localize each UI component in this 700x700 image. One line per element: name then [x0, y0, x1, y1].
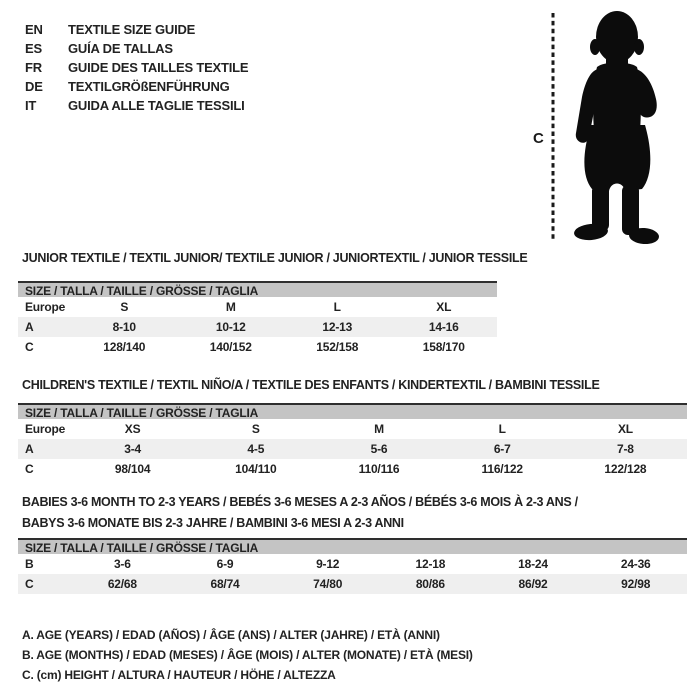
table-cell: 116/122 [481, 462, 523, 476]
table-row [18, 419, 687, 439]
size-header-bar: SIZE / TALLA / TAILLE / GRÖSSE / TAGLIA [18, 281, 497, 297]
table-cell: 10-12 [215, 320, 246, 334]
section-title-line: BABYS 3-6 MONATE BIS 2-3 JAHRE / BAMBINI 3-6 MESI A 2-3 ANNI [22, 516, 404, 530]
table-row [18, 439, 687, 459]
table-cell: 128/140 [103, 340, 146, 354]
language-row [25, 58, 248, 77]
babies-size-table [18, 538, 687, 594]
children-textile-section [18, 377, 687, 479]
language-row [25, 39, 248, 58]
language-row [25, 20, 248, 39]
row-label: Europe [25, 422, 66, 436]
language-code: DE [25, 79, 43, 94]
language-label: TEXTILGRÖßENFÜHRUNG [68, 79, 230, 94]
table-cell: 92/98 [621, 577, 651, 591]
row-label: Europe [25, 300, 66, 314]
table-cell: 9-12 [316, 557, 340, 571]
language-code: EN [25, 22, 43, 37]
table-row [18, 317, 497, 337]
row-label: C [25, 340, 34, 354]
table-cell: XL [436, 300, 452, 314]
table-cell: 7-8 [617, 442, 634, 456]
language-label: GUIDE DES TAILLES TEXTILE [68, 60, 249, 75]
table-cell: 62/68 [107, 577, 137, 591]
table-cell: 140/152 [209, 340, 252, 354]
section-title-line: CHILDREN'S TEXTILE / TEXTIL NIÑO/A / TEXTILE DES ENFANTS / KINDERTEXTIL / BAMBINI TESSILE [22, 378, 600, 392]
row-label: C [25, 577, 34, 591]
language-list [25, 20, 248, 115]
junior-textile-section [18, 250, 687, 357]
toddler-silhouette-icon [573, 11, 659, 245]
table-cell: 152/158 [316, 340, 359, 354]
legend-line: B. AGE (MONTHS) / EDAD (MESES) / ÂGE (MOIS) / ALTER (MONATE) / ETÀ (MESI) [22, 648, 473, 662]
table-row [18, 554, 687, 574]
legend-line: A. AGE (YEARS) / EDAD (AÑOS) / ÂGE (ANS) / ALTER (JAHRE) / ETÀ (ANNI) [22, 628, 440, 642]
row-label: A [25, 442, 34, 456]
table-cell: 104/110 [235, 462, 277, 476]
table-cell: XS [124, 422, 141, 436]
row-label: A [25, 320, 34, 334]
table-cell: M [225, 300, 236, 314]
table-cell: XL [617, 422, 633, 436]
table-cell: 6-9 [216, 557, 234, 571]
table-cell: S [251, 422, 260, 436]
babies-section-title [22, 492, 687, 534]
language-row [25, 77, 248, 96]
table-cell: 24-36 [620, 557, 651, 571]
table-cell: M [374, 422, 384, 436]
table-cell: 4-5 [247, 442, 265, 456]
table-cell: 8-10 [112, 320, 136, 334]
height-measure-label: C [533, 130, 544, 147]
table-cell: 5-6 [370, 442, 388, 456]
language-code: IT [25, 98, 37, 113]
row-label: B [25, 557, 34, 571]
language-row [25, 96, 248, 115]
table-cell: 74/80 [313, 577, 343, 591]
table-cell: 3-6 [113, 557, 131, 571]
table-cell: 110/116 [358, 462, 400, 476]
table-row [18, 459, 687, 479]
table-cell: 18-24 [518, 557, 548, 571]
table-cell: 80/86 [415, 577, 445, 591]
children-section-title [22, 377, 687, 393]
table-cell: 122/128 [604, 462, 647, 476]
table-cell: 12-13 [322, 320, 353, 334]
language-label: GUIDA ALLE TAGLIE TESSILI [68, 98, 245, 113]
toddler-figure [520, 5, 690, 250]
table-row [18, 574, 687, 594]
table-cell: 14-16 [428, 320, 459, 334]
table-cell: 158/170 [422, 340, 465, 354]
table-cell: L [498, 422, 506, 436]
junior-size-table [18, 281, 497, 357]
size-header-bar: SIZE / TALLA / TAILLE / GRÖSSE / TAGLIA [18, 403, 687, 419]
language-code: ES [25, 41, 42, 56]
table-row [18, 297, 497, 317]
language-label: TEXTILE SIZE GUIDE [68, 22, 196, 37]
size-header-bar: SIZE / TALLA / TAILLE / GRÖSSE / TAGLIA [18, 538, 687, 554]
legend-line: C. (cm) HEIGHT / ALTURA / HAUTEUR / HÖHE / ALTEZZA [22, 668, 336, 682]
table-cell: 3-4 [124, 442, 141, 456]
junior-section-title [22, 250, 687, 266]
measure-legend [22, 625, 473, 685]
table-cell: 98/104 [114, 462, 151, 476]
language-label: GUÍA DE TALLAS [68, 41, 173, 56]
table-row [18, 337, 497, 357]
table-cell: 6-7 [493, 442, 511, 456]
table-cell: S [120, 300, 129, 314]
row-label: C [25, 462, 34, 476]
language-code: FR [25, 60, 42, 75]
section-title-line: BABIES 3-6 MONTH TO 2-3 YEARS / BEBÉS 3-6 MESES A 2-3 AÑOS / BÉBÉS 3-6 MOIS À 2-3 ANS / [22, 495, 578, 509]
table-cell: 86/92 [518, 577, 548, 591]
section-title-line: JUNIOR TEXTILE / TEXTIL JUNIOR/ TEXTILE JUNIOR / JUNIORTEXTIL / JUNIOR TESSILE [22, 251, 528, 265]
children-size-table [18, 403, 687, 479]
table-cell: 68/74 [210, 577, 240, 591]
table-cell: L [333, 300, 341, 314]
babies-textile-section [18, 492, 687, 594]
table-cell: 12-18 [415, 557, 446, 571]
